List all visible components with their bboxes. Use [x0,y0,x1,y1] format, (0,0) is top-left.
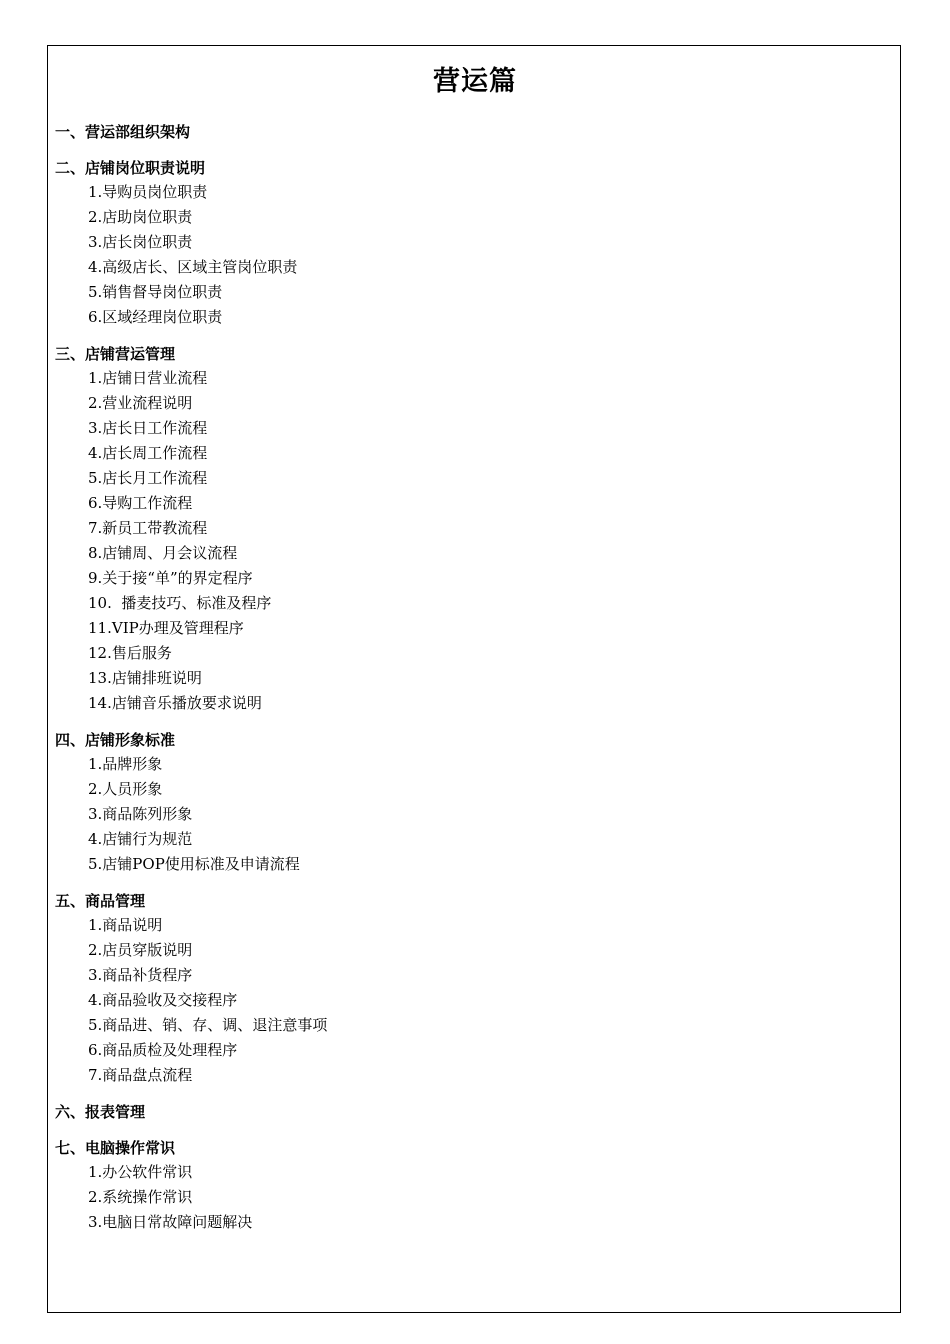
section-heading: 一、营运部组织架构 [55,123,191,141]
toc-section [55,342,895,716]
toc-item: 13.店铺排班说明 [88,669,202,687]
toc-item: 9.关于接“单”的界定程序 [88,569,253,587]
toc-item: 12.售后服务 [88,644,172,662]
toc-item: 1.商品说明 [88,916,163,934]
page-title: 营运篇 [433,66,517,97]
section-heading: 二、店铺岗位职责说明 [55,159,206,177]
toc-item: 1.品牌形象 [88,755,163,773]
toc-item: 2.店助岗位职责 [88,208,193,226]
section-heading: 四、店铺形象标准 [55,731,176,749]
toc-item: 4.高级店长、区域主管岗位职责 [88,258,298,276]
toc-item: 7.新员工带教流程 [88,519,208,537]
toc-item: 6.商品质检及处理程序 [88,1041,238,1059]
toc-item: 2.店员穿版说明 [88,941,193,959]
toc-item: 4.店铺行为规范 [88,830,193,848]
toc-section [55,1136,895,1235]
toc-item: 2.营业流程说明 [88,394,193,412]
toc-section [55,120,895,144]
toc-item: 6.导购工作流程 [88,494,193,512]
toc-item: 5.商品进、销、存、调、退注意事项 [88,1016,328,1034]
toc-item: 5.店铺POP使用标准及申请流程 [88,855,300,873]
toc-item: 4.商品验收及交接程序 [88,991,238,1009]
section-heading: 七、电脑操作常识 [55,1139,176,1157]
toc-item: 1.办公软件常识 [88,1163,193,1181]
toc-item: 10. 播麦技巧、标准及程序 [88,594,272,612]
toc-item: 1.店铺日营业流程 [88,369,208,387]
toc-item: 4.店长周工作流程 [88,444,208,462]
toc-item: 3.电脑日常故障问题解决 [88,1213,253,1231]
toc-item: 5.销售督导岗位职责 [88,283,223,301]
toc-item: 5.店长月工作流程 [88,469,208,487]
toc-item: 2.人员形象 [88,780,163,798]
toc-item: 6.区域经理岗位职责 [88,308,223,326]
section-heading: 五、商品管理 [55,892,146,910]
toc-item: 3.商品陈列形象 [88,805,193,823]
toc-item: 3.店长日工作流程 [88,419,208,437]
toc-item: 14.店铺音乐播放要求说明 [88,694,262,712]
table-of-contents [55,120,895,1247]
toc-section [55,728,895,877]
toc-item: 3.店长岗位职责 [88,233,193,251]
toc-item: 1.导购员岗位职责 [88,183,208,201]
toc-item: 2.系统操作常识 [88,1188,193,1206]
toc-item: 7.商品盘点流程 [88,1066,193,1084]
section-heading: 三、店铺营运管理 [55,345,176,363]
toc-section [55,889,895,1088]
toc-item: 8.店铺周、月会议流程 [88,544,238,562]
toc-section [55,156,895,330]
toc-item: 3.商品补货程序 [88,966,193,984]
section-heading: 六、报表管理 [55,1103,146,1121]
toc-item: 11.VIP办理及管理程序 [88,619,244,637]
toc-section [55,1100,895,1124]
